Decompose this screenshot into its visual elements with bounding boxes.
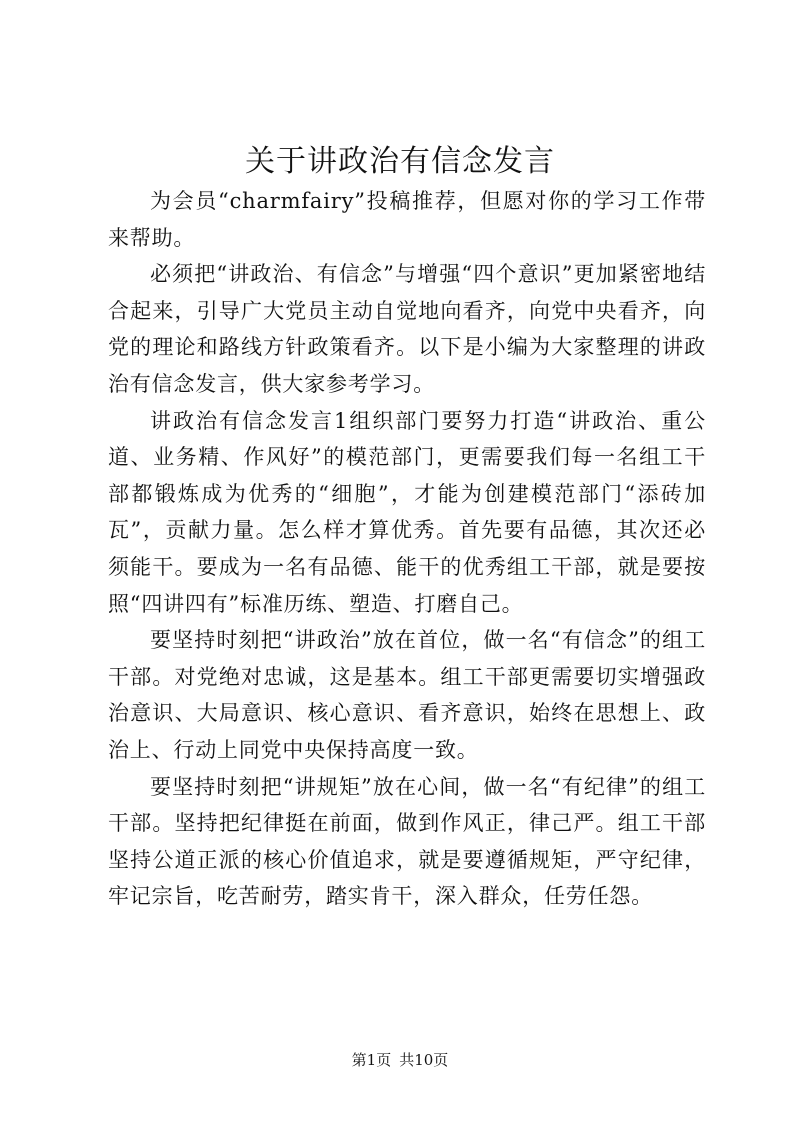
paragraph-intro: 为会员“charmfairy”投稿推荐，但愿对你的学习工作带来帮助。 [108,189,706,250]
page-number: 第1页 [351,1051,392,1069]
paragraph-rules: 要坚持时刻把“讲规矩”放在心间，做一名“有纪律”的组工干部。坚持把纪律挺在前面，做到作风正，律己严。组工干部坚持公道正派的核心价值追求，就是要遵循规矩，严守纪律，牢记宗旨，吃苦耐劳，踏实肯干，深入群众，任劳任怨。 [108,774,706,909]
paragraph-speech-1: 讲政治有信念发言1组织部门要努力打造“讲政治、重公道、业务精、作风好”的模范部门，更需要我们每一名组工干部都锻炼成为优秀的“细胞”，才能为创建模范部门“添砖加瓦”，贡献力量。怎么样才算优秀。首先要有品德，其次还必须能干。要成为一名有品德、能干的优秀组工干部，就是要按照“四讲四有”标准历练、塑造、打磨自己。 [108,408,706,616]
paragraph-politics: 要坚持时刻把“讲政治”放在首位，做一名“有信念”的组工干部。对党绝对忠诚，这是基本。组工干部更需要切实增强政治意识、大局意识、核心意识、看齐意识，始终在思想上、政治上、行动上同党中央保持高度一致。 [108,628,706,762]
document-title: 关于讲政治有信念发言 [245,144,555,179]
paragraph-summary: 必须把“讲政治、有信念”与增强“四个意识”更加紧密地结合起来，引导广大党员主动自觉地向看齐，向党中央看齐，向党的理论和路线方针政策看齐。以下是小编为大家整理的讲政治有信念发言，供大家参考学习。 [108,262,706,396]
page-total: 共10页 [399,1051,449,1069]
page-footer [0,1050,800,1070]
document-body [108,183,706,915]
